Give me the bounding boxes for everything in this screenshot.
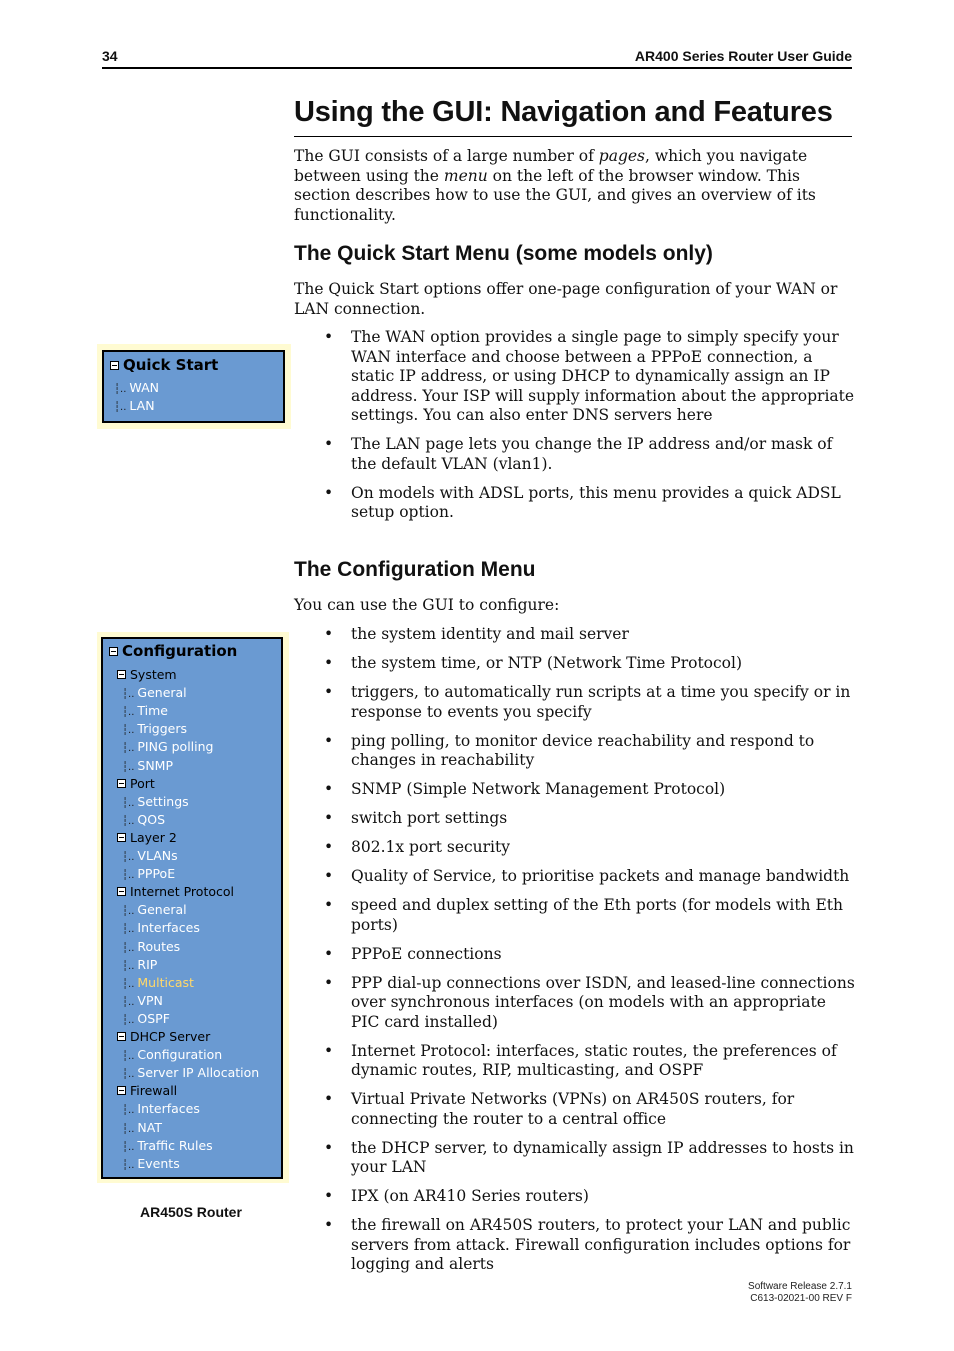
- intro-text-1: The GUI consists of a large number of: [294, 147, 599, 165]
- menu-item-configuration[interactable]: ┆.. Configuration: [122, 1047, 223, 1063]
- menu-item-interfaces[interactable]: ┆.. Interfaces: [122, 1101, 200, 1117]
- configuration-bullet-text: the firewall on AR450S routers, to protect your LAN and public servers from attack. Firewall configuration includes options for logging and alerts: [351, 1216, 851, 1273]
- configuration-bullet-text: Virtual Private Networks (VPNs) on AR450S routers, for connecting the router to a central office: [351, 1090, 795, 1128]
- quick-start-bullet-item: [294, 328, 856, 426]
- bullet-icon: •: [324, 867, 334, 885]
- configuration-bullet-item: [294, 867, 856, 887]
- bullet-icon: •: [324, 654, 334, 672]
- tree-branch-icon: ┆..: [122, 1141, 135, 1153]
- configuration-bullet-text: the DHCP server, to dynamically assign IP addresses to hosts in your LAN: [351, 1138, 854, 1176]
- bullet-icon: •: [324, 780, 334, 798]
- configuration-heading: The Configuration Menu: [294, 558, 536, 581]
- intro-text-2: , which you navigate between using the: [294, 147, 808, 185]
- tree-branch-icon: ┆..: [122, 870, 135, 882]
- configuration-bullet-item: [294, 945, 856, 965]
- quick-start-bullet-text: On models with ADSL ports, this menu provides a quick ADSL setup option.: [351, 483, 841, 521]
- bullet-icon: •: [324, 896, 334, 914]
- configuration-bullet-text: triggers, to automatically run scripts at a time you specify or in response to events you specify: [351, 683, 851, 721]
- configuration-bullet-item: [294, 809, 856, 829]
- collapse-minus-icon[interactable]: [117, 1032, 126, 1041]
- menu-group-internet-protocol[interactable]: Internet Protocol: [117, 883, 234, 901]
- tree-branch-icon: ┆..: [122, 942, 135, 954]
- footer-release: Software Release 2.7.1: [748, 1281, 852, 1292]
- configuration-bullet-text: ping polling, to monitor device reachability and respond to changes in reachability: [351, 731, 815, 769]
- menu-item-ospf[interactable]: ┆.. OSPF: [122, 1010, 170, 1026]
- collapse-minus-icon[interactable]: [109, 647, 118, 656]
- tree-branch-icon: ┆..: [122, 743, 135, 755]
- configuration-bullet-text: SNMP (Simple Network Management Protocol): [351, 780, 726, 798]
- configuration-bullet-item: [294, 974, 856, 1033]
- menu-item-routes[interactable]: ┆.. Routes: [122, 938, 181, 954]
- tree-branch-icon: ┆..: [122, 815, 135, 827]
- bullet-icon: •: [324, 809, 334, 827]
- quick-start-bullet-text: The LAN page lets you change the IP address and/or mask of the default VLAN (vlan1).: [351, 435, 833, 473]
- figure-caption: AR450S Router: [140, 1204, 242, 1220]
- configuration-bullet-item: [294, 732, 856, 771]
- menu-item-triggers[interactable]: ┆.. Triggers: [122, 721, 188, 737]
- intro-text-3: on the left of the browser window. This section describes how to use the GUI, and gives an overview of its functionality.: [294, 166, 816, 224]
- collapse-minus-icon[interactable]: [117, 1086, 126, 1095]
- menu-group-port[interactable]: Port: [117, 775, 155, 793]
- bullet-icon: •: [324, 1138, 334, 1157]
- bullet-icon: •: [324, 731, 334, 750]
- configuration-menu-title[interactable]: Configuration: [109, 642, 237, 660]
- menu-item-interfaces[interactable]: ┆.. Interfaces: [122, 920, 200, 936]
- configuration-bullet-item: [294, 1042, 856, 1081]
- quick-start-bullet-item: [294, 484, 856, 523]
- bullet-icon: •: [324, 683, 334, 701]
- tree-branch-icon: ┆..: [122, 906, 135, 918]
- quick-start-bullet-text: The WAN option provides a single page to simply specify your WAN interface and choose between a PPPoE connection, a static IP address, or using DHCP to dynamically assign an IP address. Your ISP will supply information about the appropriate settings. You can also enter DNS servers here: [351, 328, 855, 424]
- configuration-bullet-text: Quality of Service, to prioritise packets and manage bandwidth: [351, 867, 850, 885]
- tree-branch-icon: ┆..: [122, 960, 135, 972]
- configuration-bullet-item: [294, 896, 856, 935]
- configuration-bullet-text: speed and duplex setting of the Eth ports (for models with Eth ports): [351, 896, 843, 934]
- page-number: 34: [102, 48, 118, 64]
- tree-branch-icon: ┆..: [122, 1014, 135, 1026]
- bullet-icon: •: [324, 973, 334, 992]
- tree-branch-icon: ┆..: [122, 689, 135, 701]
- collapse-minus-icon[interactable]: [117, 779, 126, 788]
- menu-item-server-ip-allocation[interactable]: ┆.. Server IP Allocation: [122, 1065, 260, 1081]
- configuration-bullet-text: PPP dial-up connections over ISDN, and leased-line connections over synchronous interfaces (on models with an appropriate PIC card installed): [351, 973, 855, 1031]
- configuration-bullet-item: [294, 780, 856, 800]
- tree-branch-icon: ┆..: [122, 707, 135, 719]
- menu-item-pppoe[interactable]: ┆.. PPPoE: [122, 866, 176, 882]
- menu-group-layer-2[interactable]: Layer 2: [117, 829, 177, 847]
- configuration-intro: You can use the GUI to configure:: [294, 596, 560, 614]
- tree-branch-icon: ┆..: [122, 725, 135, 737]
- quick-start-menu-item-lan[interactable]: ┆.. LAN: [114, 398, 155, 413]
- configuration-bullet-text: switch port settings: [351, 809, 508, 827]
- tree-branch-icon: ┆..: [122, 1051, 135, 1063]
- quick-start-menu-title[interactable]: Quick Start: [110, 356, 218, 374]
- quick-start-bullet-list: [294, 328, 856, 532]
- tree-branch-icon: ┆..: [114, 402, 127, 413]
- collapse-minus-icon[interactable]: [110, 361, 119, 370]
- configuration-bullet-item: [294, 1187, 856, 1207]
- configuration-bullet-item: [294, 683, 856, 722]
- configuration-bullet-text: Internet Protocol: interfaces, static routes, the preferences of dynamic routes, RIP, multicasting, and OSPF: [351, 1041, 837, 1079]
- tree-branch-icon: ┆..: [122, 1123, 135, 1135]
- configuration-menu: [101, 637, 283, 1179]
- menu-item-snmp[interactable]: ┆.. SNMP: [122, 757, 173, 773]
- menu-item-ping-polling[interactable]: ┆.. PING polling: [122, 739, 214, 755]
- collapse-minus-icon[interactable]: [117, 670, 126, 679]
- tree-branch-icon: ┆..: [122, 1159, 135, 1171]
- menu-item-rip[interactable]: ┆.. RIP: [122, 956, 158, 972]
- quick-start-heading: The Quick Start Menu (some models only): [294, 242, 713, 265]
- collapse-minus-icon[interactable]: [117, 887, 126, 896]
- configuration-bullet-text: PPPoE connections: [351, 944, 502, 963]
- bullet-icon: •: [324, 838, 334, 856]
- bullet-icon: •: [324, 435, 334, 453]
- footer-doc-code: C613-02021-00 REV F: [750, 1293, 852, 1304]
- menu-item-general[interactable]: ┆.. General: [122, 902, 187, 918]
- page-title: Using the GUI: Navigation and Features: [294, 96, 833, 128]
- header-rule: [102, 67, 852, 69]
- guide-title: AR400 Series Router User Guide: [634, 48, 852, 64]
- menu-item-vpn[interactable]: ┆.. VPN: [122, 992, 163, 1008]
- intro-paragraph: [294, 147, 856, 225]
- configuration-bullet-item: [294, 1090, 856, 1129]
- bullet-icon: •: [324, 1187, 334, 1205]
- menu-item-nat[interactable]: ┆.. NAT: [122, 1119, 162, 1135]
- collapse-minus-icon[interactable]: [117, 833, 126, 842]
- menu-item-events[interactable]: ┆.. Events: [122, 1155, 180, 1171]
- configuration-bullet-text: the system identity and mail server: [351, 625, 629, 643]
- configuration-bullet-item: [294, 1139, 856, 1178]
- tree-branch-icon: ┆..: [122, 924, 135, 936]
- tree-branch-icon: ┆..: [122, 978, 135, 990]
- configuration-bullet-item: [294, 625, 856, 645]
- menu-item-general[interactable]: ┆.. General: [122, 685, 187, 701]
- bullet-icon: •: [324, 944, 334, 963]
- tree-branch-icon: ┆..: [122, 1069, 135, 1081]
- bullet-icon: •: [324, 1090, 334, 1108]
- configuration-bullet-list: [294, 625, 856, 1284]
- tree-branch-icon: ┆..: [122, 1105, 135, 1117]
- configuration-bullet-text: 802.1x port security: [351, 838, 511, 856]
- configuration-bullet-item: [294, 654, 856, 674]
- menu-item-multicast[interactable]: ┆.. Multicast: [122, 974, 194, 990]
- menu-item-vlans[interactable]: ┆.. VLANs: [122, 848, 178, 863]
- menu-group-dhcp-server[interactable]: DHCP Server: [117, 1028, 210, 1046]
- intro-menu-word: menu: [443, 166, 488, 185]
- bullet-icon: •: [324, 328, 334, 346]
- menu-item-time[interactable]: ┆.. Time: [122, 703, 168, 719]
- tree-branch-icon: ┆..: [122, 852, 135, 863]
- menu-group-system[interactable]: System: [117, 666, 177, 684]
- intro-pages-word: pages: [598, 147, 645, 165]
- configuration-bullet-text: IPX (on AR410 Series routers): [351, 1187, 589, 1205]
- tree-branch-icon: ┆..: [122, 761, 135, 773]
- quick-start-menu: [102, 350, 285, 423]
- bullet-icon: •: [324, 1041, 334, 1060]
- quick-start-intro: The Quick Start options offer one-page configuration of your WAN or LAN connection.: [294, 280, 838, 318]
- configuration-bullet-item: [294, 838, 856, 858]
- tree-branch-icon: ┆..: [122, 797, 135, 809]
- bullet-icon: •: [324, 483, 334, 502]
- quick-start-bullet-item: [294, 435, 856, 474]
- bullet-icon: •: [324, 1216, 334, 1234]
- menu-group-firewall[interactable]: Firewall: [117, 1082, 177, 1100]
- menu-item-settings[interactable]: ┆.. Settings: [122, 793, 189, 809]
- menu-item-traffic-rules[interactable]: ┆.. Traffic Rules: [122, 1137, 213, 1153]
- title-rule: [294, 136, 852, 137]
- quick-start-menu-item-wan[interactable]: ┆.. WAN: [114, 380, 159, 395]
- tree-branch-icon: ┆..: [114, 384, 127, 395]
- bullet-icon: •: [324, 625, 334, 643]
- menu-item-qos[interactable]: ┆.. QOS: [122, 811, 166, 827]
- tree-branch-icon: ┆..: [122, 996, 135, 1008]
- configuration-bullet-item: [294, 1216, 856, 1275]
- configuration-bullet-text: the system time, or NTP (Network Time Protocol): [351, 654, 743, 672]
